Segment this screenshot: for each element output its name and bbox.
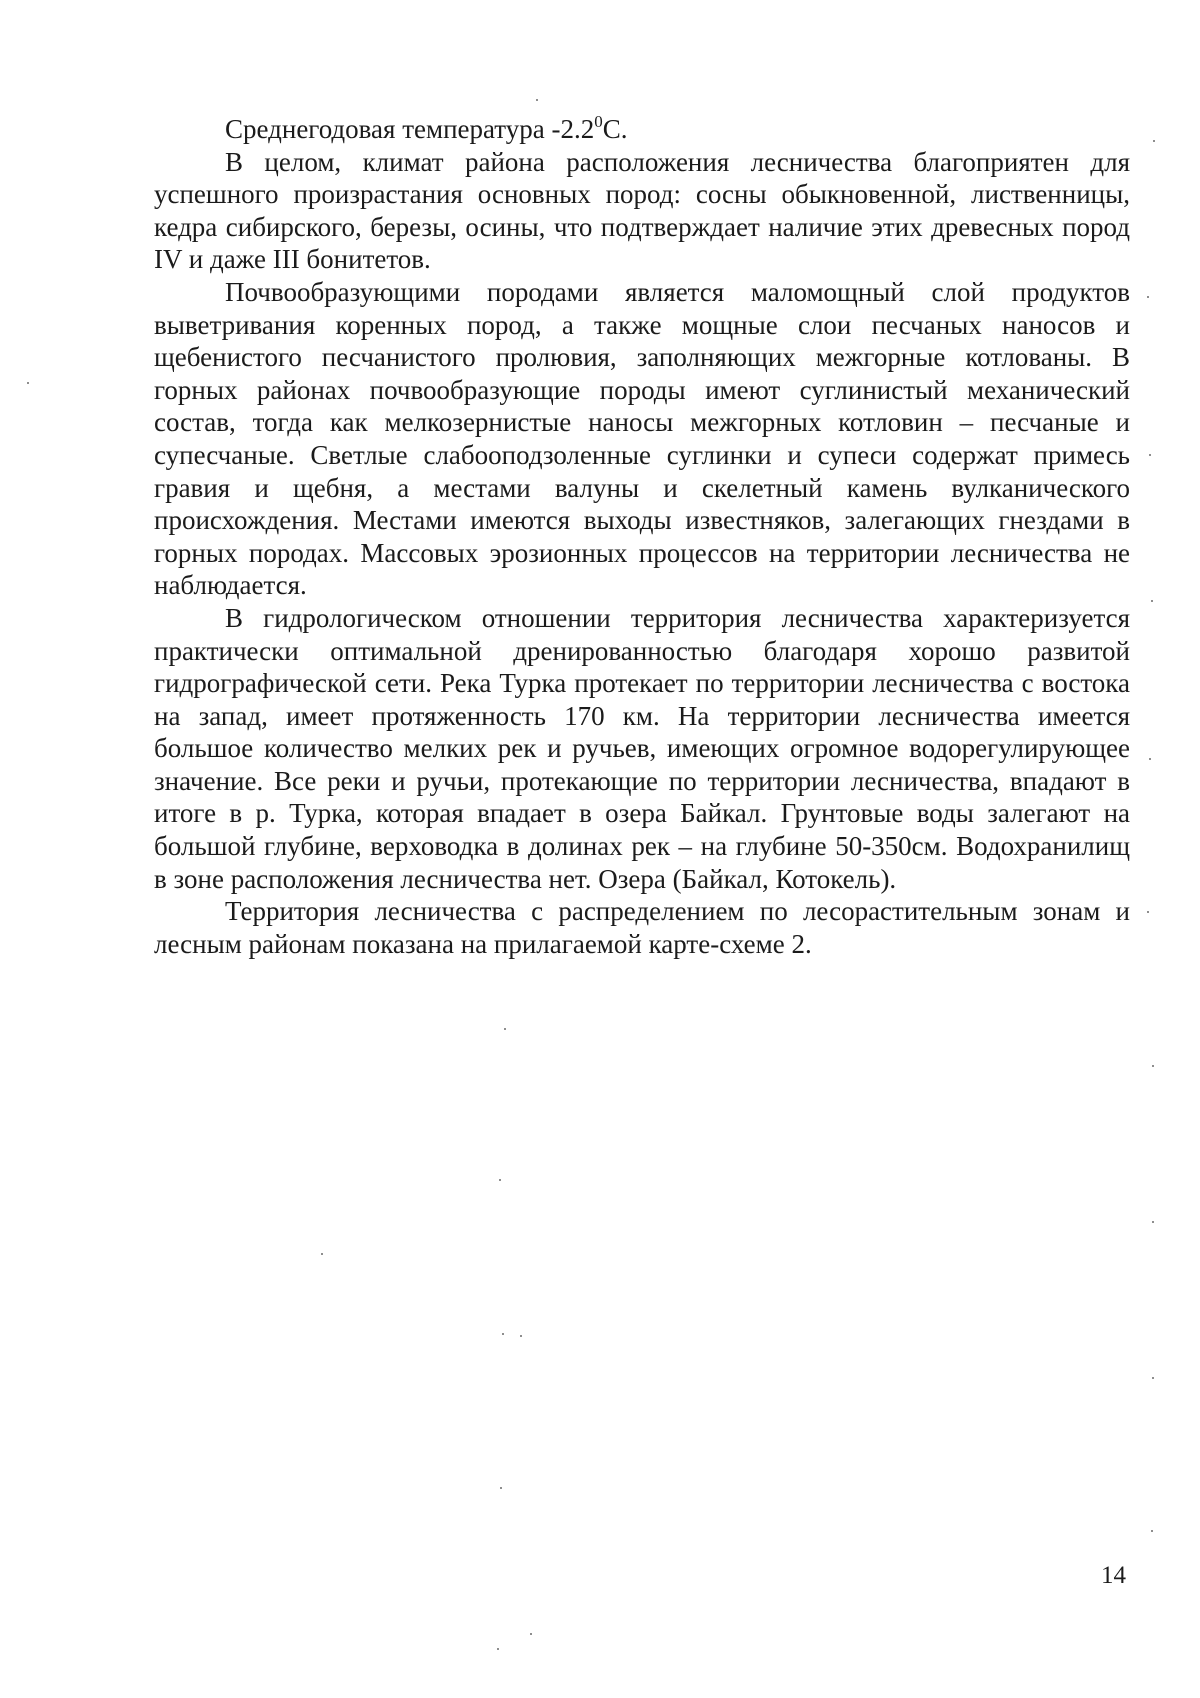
scan-speck (1152, 1377, 1154, 1379)
scan-speck (1152, 1221, 1154, 1223)
scan-speck (1149, 454, 1151, 456)
scan-speck (1151, 1530, 1153, 1532)
scan-speck (1152, 1065, 1154, 1067)
paragraph-climate: В целом, климат района расположения лесничества благоприятен для успешного произрастания основных пород: сосны обыкновенной, лиственницы, кедра сибирского, березы, осины, что подтверждает наличие этих древесных пород IV и даже III бонитетов. (154, 146, 1130, 275)
scan-speck (502, 1333, 504, 1335)
scan-speck (1153, 140, 1155, 142)
scan-speck (1147, 296, 1149, 298)
scan-speck (499, 1179, 501, 1181)
paragraph-map-reference: Территория лесничества с распределением по лесорастительным зонам и лесным районам показана на прилагаемой карте-схеме 2. (154, 896, 1130, 959)
page-number: 14 (1101, 1562, 1126, 1589)
scan-speck (1151, 600, 1153, 602)
temperature-unit: С. (602, 114, 628, 144)
annual-temperature-line (154, 113, 1130, 146)
scan-speck (321, 1253, 323, 1255)
scan-speck (500, 1487, 502, 1489)
scan-speck (1149, 758, 1151, 760)
scan-speck (27, 382, 29, 384)
document-body (154, 113, 1130, 960)
scan-speck (1147, 911, 1149, 913)
scan-speck (504, 1028, 506, 1030)
scan-speck (497, 1648, 499, 1650)
degree-superscript: 0 (594, 112, 603, 131)
paragraph-hydrology: В гидрологическом отношении территория лесничества характеризуется практически оптимальной дренированностью благодаря хорошо развитой гидрографической сети. Река Турка протекает по территории лесничества с востока на запад, имеет протяженность 170 км. На территории лесничества имеется большое количество мелких рек и ручьев, имеющих огромное водорегулирующее значение. Все реки и ручьи, протекающие по территории лесничества, впадают в итоге в р. Турка, которая впадает в озера Байкал. Грунтовые воды залегают на большой глубине, верховодка в долинах рек – на глубине 50-350см. Водохранилищ в зоне расположения лесничества нет. Озера (Байкал, Котокель). (154, 602, 1130, 894)
scan-speck (520, 1335, 522, 1337)
paragraph-soil: Почвообразующими породами является маломощный слой продуктов выветривания коренных пород, а также мощные слои песчаных наносов и щебенистого песчанистого пролювия, заполняющих межгорные котлованы. В горных районах почвообразующие породы имеют суглинистый механический состав, тогда как мелкозернистые наносы межгорных котловин – песчаные и супесчаные. Светлые слабооподзоленные суглинки и супеси содержат примесь гравия и щебня, а местами валуны и скелетный камень вулканического происхождения. Местами имеются выходы известняков, залегающих гнездами в горных породах. Массовых эрозионных процессов на территории лесничества не наблюдается. (154, 276, 1130, 601)
scan-speck (536, 99, 538, 101)
temperature-text: Среднегодовая температура -2.2 (225, 114, 595, 144)
scan-speck (530, 1633, 532, 1635)
